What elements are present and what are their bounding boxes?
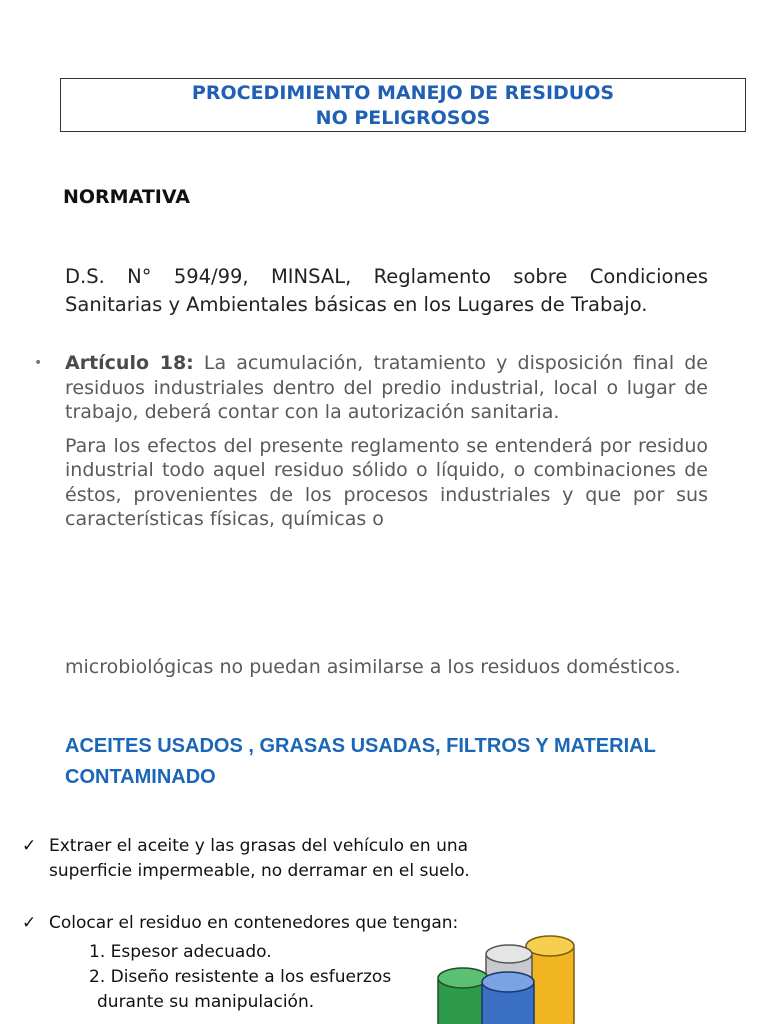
article-bullet: •	[34, 355, 43, 371]
normativa-heading: NORMATIVA	[63, 186, 190, 208]
article-18-block	[65, 351, 708, 532]
list-item: 1. Espesor adecuado.	[89, 942, 272, 962]
blue-barrel-icon	[482, 972, 534, 1024]
green-barrel-icon	[438, 968, 488, 1024]
article-paragraph-1	[65, 351, 708, 425]
list-item: 2. Diseño resistente a los esfuerzos	[89, 967, 392, 987]
article-text-1: La acumulación, tratamiento y disposición final de residuos industriales dentro del predio industrial, local o lugar de trabajo, deberá contar con la autorización sanitaria.	[65, 352, 708, 423]
list-item: durante su manipulación.	[97, 992, 315, 1012]
checklist-item-text: Extraer el aceite y las grasas del vehículo en una superficie impermeable, no derramar en el suelo.	[49, 836, 470, 881]
checkmark-icon: ✓	[22, 836, 37, 856]
checklist-item-text: Colocar el residuo en contenedores que tengan:	[49, 913, 459, 933]
checkmark-icon: ✓	[22, 913, 37, 933]
article-label: Artículo 18:	[65, 352, 194, 374]
article-paragraph-2: Para los efectos del presente reglamento se entenderá por residuo industrial todo aquel residuo sólido o líquido, o combinaciones de éstos, provenientes de los procesos industriales y que por sus características físicas, químicas o	[65, 434, 708, 530]
container-requirements-list	[89, 940, 449, 1015]
document-title-box	[60, 78, 746, 132]
decree-reference: D.S. N° 594/99, MINSAL, Reglamento sobre Condiciones Sanitarias y Ambientales básicas en los Lugares de Trabajo.	[65, 265, 708, 316]
article-paragraph-continuation: microbiológicas no puedan asimilarse a los residuos domésticos.	[65, 656, 681, 678]
checklist-item-extract-oil	[22, 834, 542, 884]
document-title-line-1: PROCEDIMIENTO MANEJO DE RESIDUOS	[191, 82, 615, 104]
document-title-line-2: NO PELIGROSOS	[315, 107, 491, 129]
oils-section-heading: ACEITES USADOS , GRASAS USADAS, FILTROS Y MATERIAL CONTAMINADO	[65, 735, 656, 788]
colored-barrels-illustration	[430, 930, 590, 1024]
